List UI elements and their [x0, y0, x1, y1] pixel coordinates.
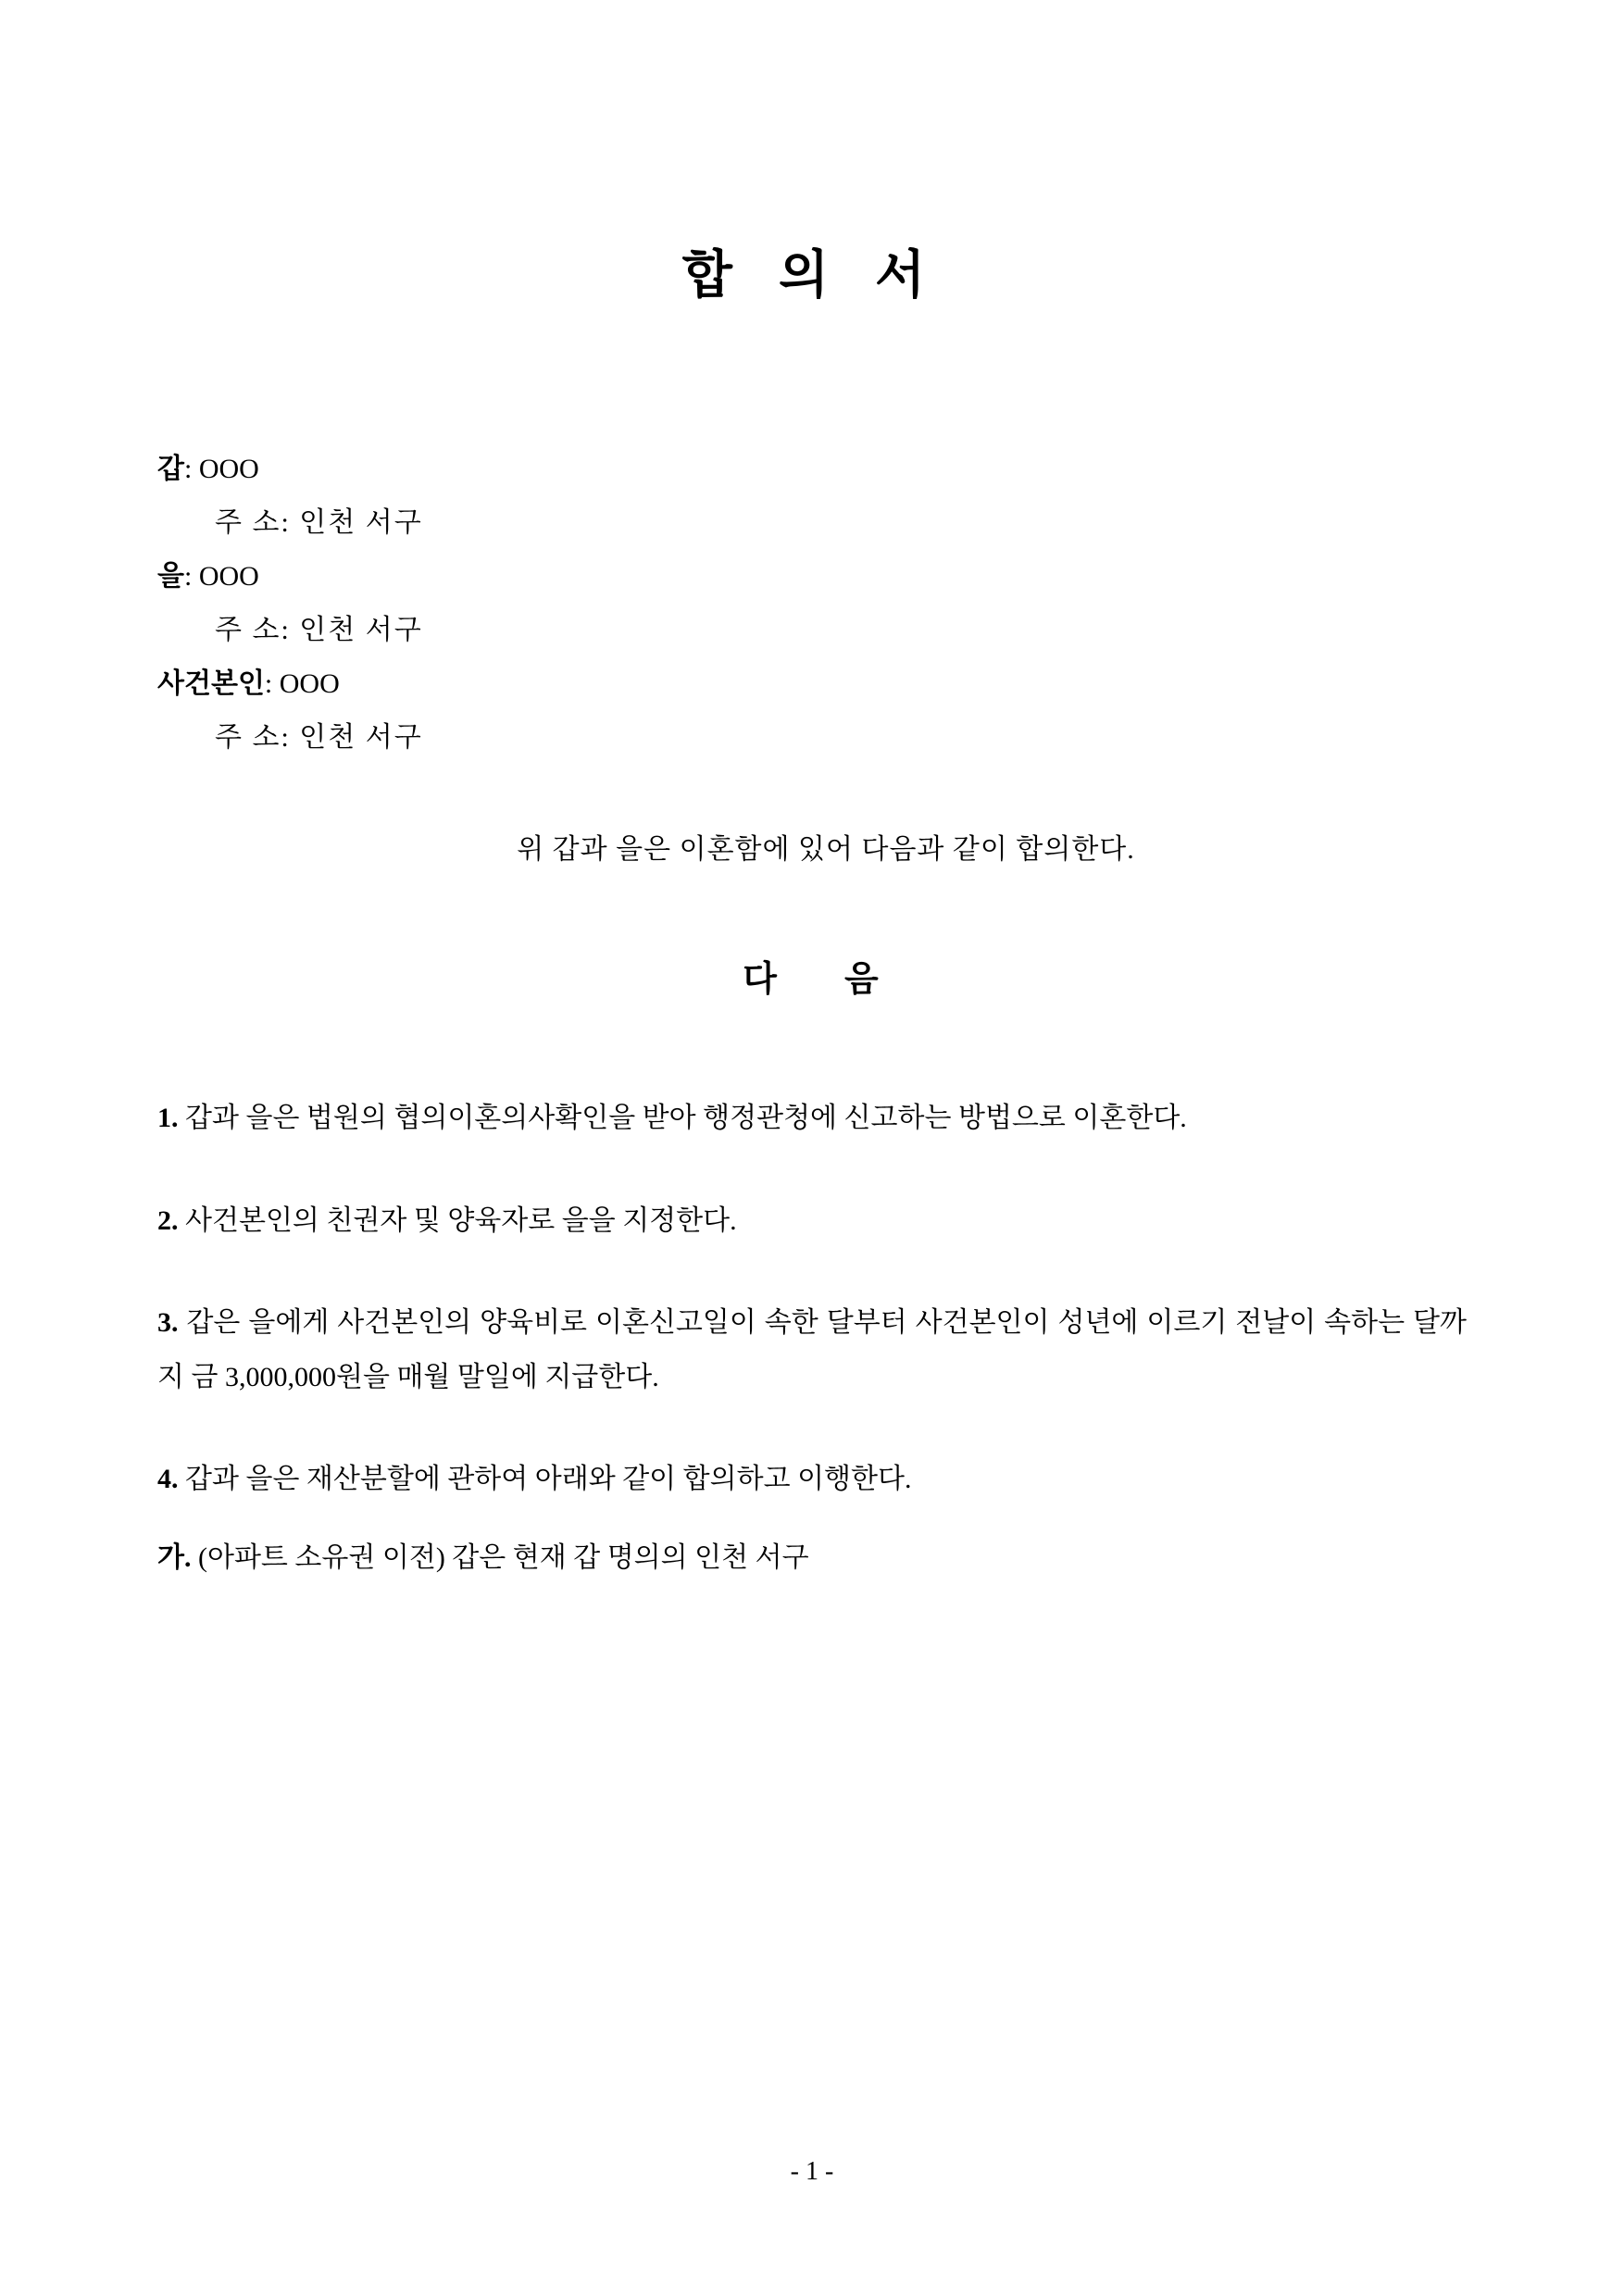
party-separator-subject: : — [264, 668, 280, 700]
party-row-eul — [157, 563, 1467, 591]
page-number: - 1 - — [790, 2157, 834, 2186]
address-label-gap: 주 소: — [215, 507, 300, 539]
section-heading-char-right: 음 — [844, 960, 881, 1000]
sub-clause-text: (아파트 소유권 이전) 갑은 현재 갑 명의의 인천 서구 — [197, 1541, 809, 1573]
party-separator-gap: : — [183, 454, 199, 485]
party-label-subject: 사건본인 — [157, 668, 265, 700]
clause-item — [157, 1453, 1467, 1507]
party-label-gap: 갑 — [157, 454, 184, 485]
party-address-gap — [157, 509, 1467, 537]
party-address-eul — [157, 617, 1467, 644]
clause-item — [157, 1296, 1467, 1404]
address-label-eul: 주 소: — [215, 615, 300, 646]
party-value-gap: OOO — [198, 454, 259, 485]
clause-item — [157, 1092, 1467, 1146]
party-row-gap — [157, 455, 1467, 483]
section-heading-char-left: 다 — [743, 960, 780, 1000]
clause-number: 2. — [157, 1204, 179, 1236]
party-value-subject: OOO — [279, 668, 340, 700]
clause-list — [157, 1092, 1467, 1585]
address-label-subject: 주 소: — [215, 722, 300, 754]
sub-clause-number: 가. — [157, 1541, 192, 1573]
clause-text: 갑은 을에게 사건본인의 양육비로 이혼신고일이 속한 달부터 사건본인이 성년에 이르기 전날이 속하는 달까지 금 3,000,000원을 매월 말일에 지급한다. — [157, 1307, 1467, 1392]
clause-text: 갑과 을은 재산분할에 관하여 아래와 같이 합의하고 이행한다. — [185, 1464, 912, 1495]
clause-item — [157, 1194, 1467, 1249]
parties-block — [157, 455, 1467, 752]
section-heading-daeum — [157, 950, 1467, 1001]
party-address-subject — [157, 724, 1467, 752]
party-label-eul: 을 — [157, 561, 184, 593]
clause-text: 갑과 을은 법원의 협의이혼의사확인을 받아 행정관청에 신고하는 방법으로 이혼한다. — [185, 1103, 1187, 1134]
intro-sentence: 위 갑과 을은 이혼함에 있어 다음과 같이 합의한다. — [517, 834, 1135, 866]
party-value-eul: OOO — [198, 561, 259, 593]
clause-number: 3. — [157, 1307, 179, 1339]
clause-number: 4. — [157, 1464, 179, 1495]
clause-text: 사건본인의 친권자 및 양육자로 을을 지정한다. — [185, 1204, 737, 1236]
sub-clause-item — [157, 1531, 1467, 1586]
clause-number: 1. — [157, 1103, 179, 1134]
address-value-eul: 인천 서구 — [299, 615, 423, 646]
party-separator-eul: : — [183, 561, 199, 593]
address-value-gap: 인천 서구 — [299, 507, 423, 539]
address-value-subject: 인천 서구 — [299, 722, 423, 754]
page-title: 합 의 서 — [681, 247, 943, 305]
party-row-subject — [157, 670, 1467, 698]
